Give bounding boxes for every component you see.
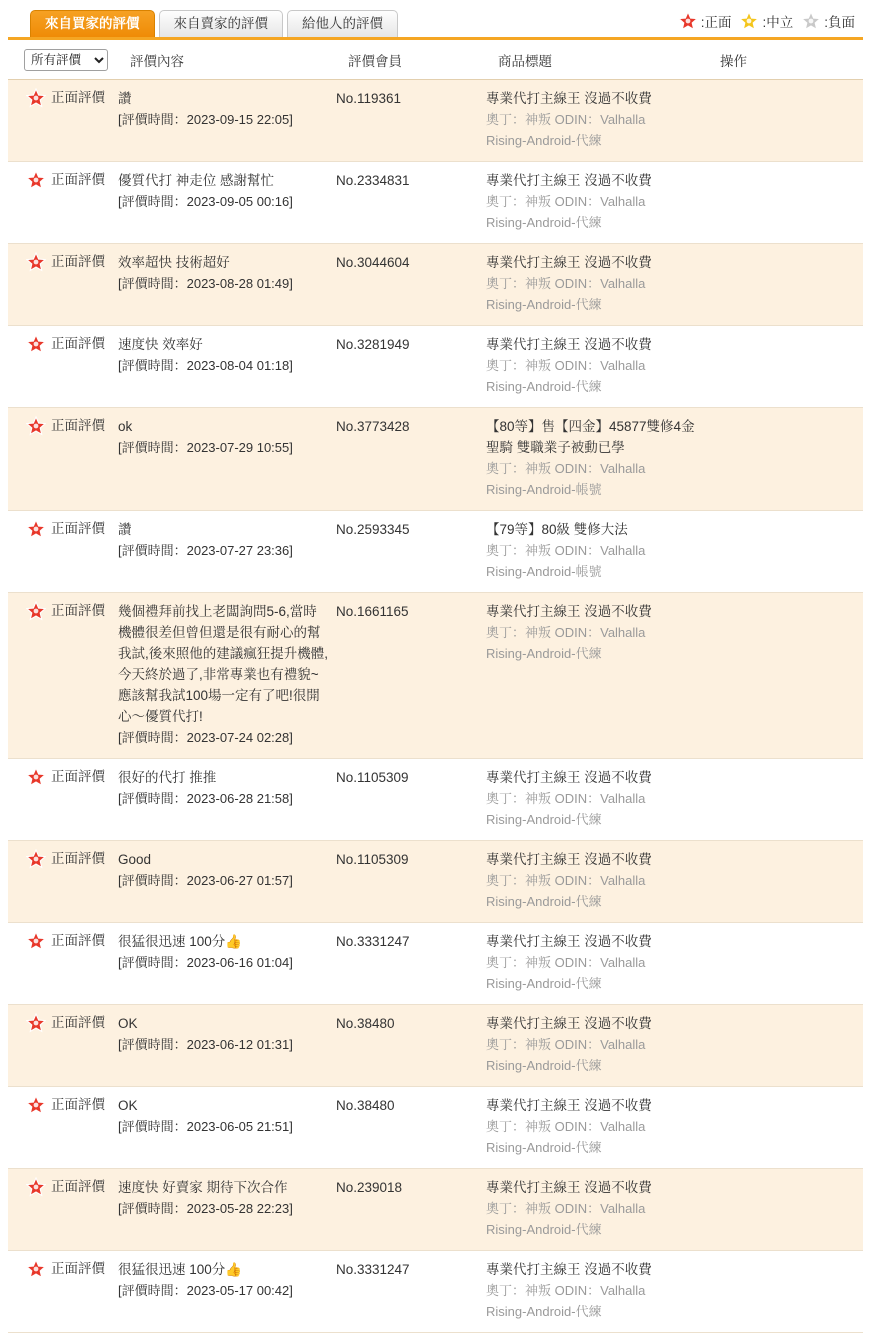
column-header-action: 操作 <box>720 53 747 69</box>
star-positive-icon <box>26 1095 46 1115</box>
rating-badge <box>10 601 118 621</box>
product-title-sub2: Rising-Android-帳號 <box>486 482 602 497</box>
rating-badge <box>10 1013 118 1033</box>
tab-buyer-reviews-label: 來自買家的評價 <box>45 16 140 31</box>
product-title-main: 專業代打主線王 沒過不收費 <box>486 1016 652 1031</box>
review-comment: 讚 <box>118 522 132 537</box>
table-row <box>8 326 863 408</box>
review-member[interactable]: No.3773428 <box>336 419 410 434</box>
product-title-sub2: Rising-Android-代練 <box>486 297 602 312</box>
product-title-main: 【79等】80級 雙修大法 <box>486 522 628 537</box>
table-row <box>8 1005 863 1087</box>
review-member[interactable]: No.2593345 <box>336 522 410 537</box>
product-title-sub2: Rising-Android-代練 <box>486 812 602 827</box>
review-comment: 很猛很迅速 100分👍 <box>118 934 243 949</box>
product-title-main: 專業代打主線王 沒過不收費 <box>486 1262 652 1277</box>
review-content <box>118 931 336 973</box>
rating-label: 正面評價 <box>51 769 105 784</box>
review-comment: 很好的代打 推推 <box>118 770 217 785</box>
product-title[interactable] <box>486 334 708 397</box>
product-title-sub1: 奧丁：神叛 ODIN：Valhalla <box>486 1283 646 1298</box>
review-content <box>118 849 336 891</box>
rating-label: 正面評價 <box>51 336 105 351</box>
rating-label: 正面評價 <box>51 418 105 433</box>
tab-buyer-reviews[interactable] <box>30 10 155 37</box>
review-time: [評價時間：2023-06-27 01:57] <box>118 873 293 888</box>
table-row <box>8 80 863 162</box>
review-comment: OK <box>118 1098 138 1113</box>
product-title-main: 專業代打主線王 沒過不收費 <box>486 173 652 188</box>
product-title[interactable] <box>486 1013 708 1076</box>
star-positive-icon <box>26 1013 46 1033</box>
review-content <box>118 1259 336 1301</box>
product-title-main: 專業代打主線王 沒過不收費 <box>486 770 652 785</box>
product-title-main: 專業代打主線王 沒過不收費 <box>486 852 652 867</box>
review-time: [評價時間：2023-09-05 00:16] <box>118 194 293 209</box>
product-title-sub1: 奧丁：神叛 ODIN：Valhalla <box>486 1037 646 1052</box>
review-time: [評價時間：2023-06-16 01:04] <box>118 955 293 970</box>
product-title-main: 專業代打主線王 沒過不收費 <box>486 1098 652 1113</box>
review-time: [評價時間：2023-06-05 21:51] <box>118 1119 293 1134</box>
table-row <box>8 759 863 841</box>
review-member[interactable]: No.239018 <box>336 1180 403 1195</box>
table-row <box>8 841 863 923</box>
review-comment: 效率超快 技術超好 <box>118 255 230 270</box>
review-comment: 速度快 好賣家 期待下次合作 <box>118 1180 288 1195</box>
tab-given-reviews[interactable] <box>287 10 398 37</box>
product-title-sub2: Rising-Android-代練 <box>486 1222 602 1237</box>
star-positive-icon <box>26 88 46 108</box>
product-title-main: 專業代打主線王 沒過不收費 <box>486 91 652 106</box>
product-title-sub2: Rising-Android-代練 <box>486 976 602 991</box>
review-comment: 速度快 效率好 <box>118 337 203 352</box>
legend-negative <box>801 11 855 31</box>
review-member[interactable]: No.1105309 <box>336 852 409 867</box>
rating-filter-wrapper <box>24 49 108 71</box>
legend-positive <box>678 11 732 31</box>
product-title[interactable] <box>486 88 708 151</box>
review-time: [評價時間：2023-06-12 01:31] <box>118 1037 293 1052</box>
table-row <box>8 244 863 326</box>
review-comment: 很猛很迅速 100分👍 <box>118 1262 243 1277</box>
review-content <box>118 1013 336 1055</box>
rating-badge <box>10 88 118 108</box>
rating-label: 正面評價 <box>51 603 105 618</box>
table-header <box>8 40 863 80</box>
star-positive-icon <box>26 519 46 539</box>
legend-positive-label: :正面 <box>700 15 732 30</box>
rating-label: 正面評價 <box>51 933 105 948</box>
product-title-sub2: Rising-Android-代練 <box>486 133 602 148</box>
product-title[interactable] <box>486 767 708 830</box>
rating-badge <box>10 1177 118 1197</box>
review-time: [評價時間：2023-06-28 21:58] <box>118 791 293 806</box>
star-positive-icon <box>26 601 46 621</box>
product-title-sub1: 奧丁：神叛 ODIN：Valhalla <box>486 791 646 806</box>
product-title-sub1: 奧丁：神叛 ODIN：Valhalla <box>486 112 646 127</box>
product-title-sub1: 奧丁：神叛 ODIN：Valhalla <box>486 276 646 291</box>
star-positive-icon <box>26 931 46 951</box>
rating-filter-select[interactable] <box>24 49 108 71</box>
rating-legend <box>672 11 855 31</box>
product-title-sub1: 奧丁：神叛 ODIN：Valhalla <box>486 194 646 209</box>
review-content <box>118 252 336 294</box>
rating-badge <box>10 767 118 787</box>
rating-label: 正面評價 <box>51 521 105 536</box>
rating-badge <box>10 519 118 539</box>
product-title-main: 專業代打主線王 沒過不收費 <box>486 604 652 619</box>
rating-label: 正面評價 <box>51 172 105 187</box>
product-title[interactable] <box>486 1095 708 1158</box>
column-header-title: 商品標題 <box>498 53 552 69</box>
legend-negative-label: :負面 <box>824 15 855 30</box>
tab-seller-reviews[interactable] <box>159 10 284 37</box>
product-title-sub1: 奧丁：神叛 ODIN：Valhalla <box>486 955 646 970</box>
review-content <box>118 767 336 809</box>
product-title-sub1: 奧丁：神叛 ODIN：Valhalla <box>486 625 646 640</box>
review-member[interactable]: No.3331247 <box>336 934 410 949</box>
product-title-sub1: 奧丁：神叛 ODIN：Valhalla <box>486 461 646 476</box>
product-title[interactable] <box>486 252 708 315</box>
legend-neutral <box>739 11 793 31</box>
review-comment: ok <box>118 419 133 434</box>
review-comment: OK <box>118 1016 138 1031</box>
reviews-list <box>8 80 863 1333</box>
review-time: [評價時間：2023-07-24 02:28] <box>118 730 293 745</box>
rating-badge <box>10 252 118 272</box>
product-title-sub1: 奧丁：神叛 ODIN：Valhalla <box>486 1119 646 1134</box>
star-positive-icon <box>26 170 46 190</box>
rating-badge <box>10 1259 118 1279</box>
star-positive-icon <box>26 767 46 787</box>
star-neutral-icon <box>739 11 759 31</box>
product-title-sub2: Rising-Android-代練 <box>486 1304 602 1319</box>
product-title-sub2: Rising-Android-代練 <box>486 894 602 909</box>
review-member[interactable]: No.2334831 <box>336 173 410 188</box>
rating-badge <box>10 334 118 354</box>
star-positive-icon <box>26 849 46 869</box>
rating-badge <box>10 416 118 436</box>
product-title[interactable] <box>486 601 708 664</box>
review-member[interactable]: No.119361 <box>336 91 402 106</box>
review-content <box>118 601 336 748</box>
review-comment: 優質代打 神走位 感謝幫忙 <box>118 173 275 188</box>
review-member[interactable]: No.38480 <box>336 1016 395 1031</box>
product-title-sub1: 奧丁：神叛 ODIN：Valhalla <box>486 873 646 888</box>
review-time: [評價時間：2023-09-15 22:05] <box>118 112 293 127</box>
product-title-sub2: Rising-Android-代練 <box>486 379 602 394</box>
table-row <box>8 1087 863 1169</box>
review-content <box>118 88 336 130</box>
product-title-sub2: Rising-Android-代練 <box>486 646 602 661</box>
product-title-sub2: Rising-Android-代練 <box>486 1058 602 1073</box>
product-title-sub2: Rising-Android-代練 <box>486 215 602 230</box>
rating-badge <box>10 170 118 190</box>
legend-neutral-label: :中立 <box>762 15 794 30</box>
review-time: [評價時間：2023-05-28 22:23] <box>118 1201 293 1216</box>
product-title[interactable] <box>486 1259 708 1322</box>
table-row <box>8 1251 863 1333</box>
review-time: [評價時間：2023-08-04 01:18] <box>118 358 293 373</box>
star-positive-icon <box>678 11 698 31</box>
star-positive-icon <box>26 1259 46 1279</box>
table-row <box>8 408 863 511</box>
rating-badge <box>10 849 118 869</box>
rating-label: 正面評價 <box>51 1179 105 1194</box>
product-title-main: 【80等】售【四金】45877雙修4金聖騎 雙職業子被動已學 <box>486 419 695 455</box>
review-member[interactable]: No.1661165 <box>336 604 409 619</box>
product-title-main: 專業代打主線王 沒過不收費 <box>486 1180 652 1195</box>
table-row <box>8 1169 863 1251</box>
review-member[interactable]: No.3331247 <box>336 1262 410 1277</box>
product-title[interactable] <box>486 519 708 582</box>
review-content <box>118 170 336 212</box>
review-content <box>118 519 336 561</box>
rating-label: 正面評價 <box>51 851 105 866</box>
product-title-main: 專業代打主線王 沒過不收費 <box>486 337 652 352</box>
product-title-sub1: 奧丁：神叛 ODIN：Valhalla <box>486 1201 646 1216</box>
review-content <box>118 416 336 458</box>
review-content <box>118 334 336 376</box>
review-member[interactable]: No.3044604 <box>336 255 410 270</box>
review-member[interactable]: No.38480 <box>336 1098 395 1113</box>
review-time: [評價時間：2023-07-27 23:36] <box>118 543 293 558</box>
review-time: [評價時間：2023-05-17 00:42] <box>118 1283 293 1298</box>
table-row <box>8 593 863 759</box>
rating-label: 正面評價 <box>51 90 105 105</box>
review-time: [評價時間：2023-07-29 10:55] <box>118 440 293 455</box>
tab-seller-reviews-label: 來自賣家的評價 <box>173 16 268 31</box>
product-title-main: 專業代打主線王 沒過不收費 <box>486 934 652 949</box>
rating-label: 正面評價 <box>51 254 105 269</box>
review-member[interactable]: No.1105309 <box>336 770 409 785</box>
product-title-main: 專業代打主線王 沒過不收費 <box>486 255 652 270</box>
rating-badge <box>10 1095 118 1115</box>
column-header-member: 評價會員 <box>348 53 402 69</box>
column-header-content: 評價內容 <box>130 53 184 69</box>
review-comment: Good <box>118 852 152 867</box>
review-member[interactable]: No.3281949 <box>336 337 410 352</box>
star-positive-icon <box>26 252 46 272</box>
rating-badge <box>10 931 118 951</box>
product-title-sub1: 奧丁：神叛 ODIN：Valhalla <box>486 543 646 558</box>
product-title-sub1: 奧丁：神叛 ODIN：Valhalla <box>486 358 646 373</box>
star-positive-icon <box>26 334 46 354</box>
product-title[interactable] <box>486 849 708 912</box>
product-title[interactable] <box>486 931 708 994</box>
rating-label: 正面評價 <box>51 1015 105 1030</box>
review-comment: 讚 <box>118 91 132 106</box>
review-content <box>118 1177 336 1219</box>
review-content <box>118 1095 336 1137</box>
product-title-sub2: Rising-Android-代練 <box>486 1140 602 1155</box>
product-title[interactable] <box>486 1177 708 1240</box>
rating-label: 正面評價 <box>51 1261 105 1276</box>
table-row <box>8 923 863 1005</box>
table-row <box>8 162 863 244</box>
star-negative-icon <box>801 11 821 31</box>
rating-label: 正面評價 <box>51 1097 105 1112</box>
table-row <box>8 511 863 593</box>
star-positive-icon <box>26 1177 46 1197</box>
review-comment: 幾個禮拜前找上老闆詢問5-6,當時機體很差但曾但還是很有耐心的幫我試,後來照他的建議瘋狂提升機體,今天終於過了,非常專業也有禮貌~應該幫我試100場一定有了吧!很開心～優質代打! <box>118 604 329 724</box>
star-positive-icon <box>26 416 46 436</box>
tab-bar <box>8 0 863 40</box>
product-title[interactable] <box>486 170 708 233</box>
product-title-sub2: Rising-Android-帳號 <box>486 564 602 579</box>
tab-given-reviews-label: 給他人的評價 <box>302 16 383 31</box>
review-time: [評價時間：2023-08-28 01:49] <box>118 276 293 291</box>
product-title[interactable] <box>486 416 708 500</box>
